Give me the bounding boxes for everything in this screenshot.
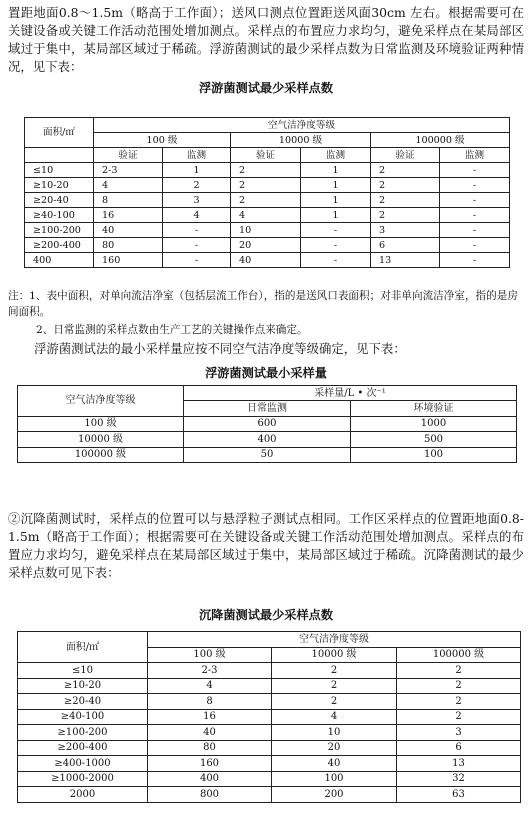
table-cell: - bbox=[440, 178, 510, 193]
row-label-cell: ≥20-40 bbox=[25, 193, 94, 208]
table1-title: 浮游菌测试最少采样点数 bbox=[198, 81, 334, 95]
row-label-cell: ≥200-400 bbox=[18, 740, 148, 756]
intro-paragraph: 置距地面0.8～1.5m（略高于工作面）；送风口测点位置距送风面30cm 左右。根据需要可在关键设备或关键工作活动范围处增加测点。采样点的布置应力求均匀，避免采样点在某局部区域过于集中，某局部区域过于稀疏。浮游菌测试的最少采样点数为日常监测及环境验证两种情况，见下表： bbox=[8, 5, 524, 74]
table-cell: 2 bbox=[272, 678, 397, 694]
table-cell: - bbox=[440, 193, 510, 208]
row-label-cell: ≥20-40 bbox=[18, 694, 148, 710]
table-cell: 40 bbox=[272, 756, 397, 772]
cleanliness-group-header: 空气洁净度等级 bbox=[94, 118, 510, 133]
table-row bbox=[18, 432, 517, 447]
class-header: 100000 级 bbox=[397, 647, 521, 663]
table-airborne-min-points bbox=[24, 117, 510, 268]
table-cell: 100 bbox=[351, 447, 517, 462]
table-cell: 2 bbox=[272, 663, 397, 679]
table-cell: 20 bbox=[272, 740, 397, 756]
table-cell: 2 bbox=[371, 193, 440, 208]
table-cell: 2 bbox=[397, 678, 521, 694]
row-label-cell: ≤10 bbox=[18, 663, 148, 679]
table-cell: 4 bbox=[148, 678, 272, 694]
table-cell: - bbox=[440, 223, 510, 238]
table-cell: 2 bbox=[272, 694, 397, 710]
table-cell: - bbox=[301, 238, 371, 253]
table-cell: 50 bbox=[184, 447, 351, 462]
table-row bbox=[18, 447, 517, 462]
row-label-cell: ≥10-20 bbox=[25, 178, 94, 193]
table-cell: 20 bbox=[231, 238, 301, 253]
table-cell: 3 bbox=[371, 223, 440, 238]
table-row bbox=[18, 678, 521, 694]
row-label-cell: ≥400-1000 bbox=[18, 756, 148, 772]
row-label-cell: 100 级 bbox=[18, 416, 184, 431]
table-cell: - bbox=[301, 223, 371, 238]
table-cell: 400 bbox=[148, 771, 272, 787]
table-cell: 2-3 bbox=[148, 663, 272, 679]
table-cell: 2 bbox=[231, 163, 301, 178]
table-cell: 1000 bbox=[351, 416, 517, 431]
class-header: 100000 级 bbox=[371, 133, 510, 148]
paragraph-2: 浮游菌测试法的最小采样量应按不同空气洁净度等级确定，见下表： bbox=[34, 341, 406, 356]
table-row bbox=[18, 787, 521, 803]
table-cell: 10 bbox=[272, 725, 397, 741]
class-header: 100 级 bbox=[148, 647, 272, 663]
table-row bbox=[25, 163, 510, 178]
note-1: 注：1、表中面积，对单向流洁净室（包括层流工作台），指的是送风口表面积；对非单向流洁净室，指的是房间面积。 bbox=[8, 290, 518, 318]
table-cell: 63 bbox=[397, 787, 521, 803]
table-row bbox=[18, 725, 521, 741]
cleanliness-group-header: 空气洁净度等级 bbox=[148, 632, 521, 648]
table-cell: - bbox=[440, 253, 510, 268]
table-row bbox=[25, 193, 510, 208]
area-header: 面积/㎡ bbox=[18, 632, 148, 663]
table-cell: - bbox=[440, 163, 510, 178]
table-cell: 1 bbox=[163, 163, 231, 178]
table-cell: - bbox=[163, 223, 231, 238]
table-cell: 2 bbox=[397, 709, 521, 725]
row-label-cell: ≥10-20 bbox=[18, 678, 148, 694]
table-row bbox=[18, 416, 517, 431]
table-cell: 400 bbox=[184, 432, 351, 447]
row-label-cell: ≥40-100 bbox=[18, 709, 148, 725]
sub-header: 监测 bbox=[301, 148, 371, 163]
table-cell: 40 bbox=[231, 253, 301, 268]
table-row bbox=[25, 178, 510, 193]
table-cell: 32 bbox=[397, 771, 521, 787]
table-cell: 40 bbox=[94, 223, 163, 238]
sub-header: 监测 bbox=[163, 148, 231, 163]
table-cell: 2 bbox=[397, 694, 521, 710]
sub-header: 验证 bbox=[231, 148, 301, 163]
row-label-cell: ≥40-100 bbox=[25, 208, 94, 223]
table-row bbox=[18, 694, 521, 710]
table-cell: 80 bbox=[94, 238, 163, 253]
table-cell: - bbox=[301, 253, 371, 268]
table-cell: 2 bbox=[163, 178, 231, 193]
table-cell: 6 bbox=[371, 238, 440, 253]
area-header: 面积/㎡ bbox=[25, 118, 94, 148]
table-cell: 4 bbox=[94, 178, 163, 193]
row-label-cell: ≥100-200 bbox=[18, 725, 148, 741]
table-row bbox=[25, 238, 510, 253]
row-label-cell: ≥200-400 bbox=[25, 238, 94, 253]
sub-header: 监测 bbox=[440, 148, 510, 163]
table-cell: 2 bbox=[371, 208, 440, 223]
table-cell: 4 bbox=[163, 208, 231, 223]
table-cell: 2 bbox=[371, 178, 440, 193]
table2-title: 浮游菌测试最小采样量 bbox=[205, 366, 327, 380]
table-cell: 13 bbox=[397, 756, 521, 772]
table3-title: 沉降菌测试最少采样点数 bbox=[198, 608, 334, 622]
table-cell: 4 bbox=[272, 709, 397, 725]
table-row bbox=[25, 253, 510, 268]
table-cell: - bbox=[163, 253, 231, 268]
table-row bbox=[18, 771, 521, 787]
table-cell: 2-3 bbox=[94, 163, 163, 178]
table-cell: 2 bbox=[231, 193, 301, 208]
table-row bbox=[18, 756, 521, 772]
table-cell: 3 bbox=[163, 193, 231, 208]
table-cell: 3 bbox=[397, 725, 521, 741]
row-label-cell: ≥100-200 bbox=[25, 223, 94, 238]
row-label-cell: 10000 级 bbox=[18, 432, 184, 447]
table-cell: - bbox=[440, 208, 510, 223]
table-cell: 1 bbox=[301, 178, 371, 193]
row-label-cell: ≥1000-2000 bbox=[18, 771, 148, 787]
table-cell: 2 bbox=[231, 178, 301, 193]
table-row bbox=[18, 740, 521, 756]
table-cell: 1 bbox=[301, 208, 371, 223]
table-cell: 500 bbox=[351, 432, 517, 447]
sub-header: 日常监测 bbox=[184, 401, 351, 416]
volume-header: 采样量/L • 次⁻¹ bbox=[184, 386, 517, 401]
table-cell: 600 bbox=[184, 416, 351, 431]
table-row bbox=[25, 208, 510, 223]
table-row bbox=[25, 223, 510, 238]
table-cell: - bbox=[163, 238, 231, 253]
table-cell: 6 bbox=[397, 740, 521, 756]
table-cell: 1 bbox=[301, 163, 371, 178]
row-label-cell: 100000 级 bbox=[18, 447, 184, 462]
note-2: 2、日常监测的采样点数由生产工艺的关键操作点来确定。 bbox=[36, 324, 308, 336]
table-cell: - bbox=[440, 238, 510, 253]
table-cell: 2 bbox=[397, 663, 521, 679]
row-label-cell: 400 bbox=[25, 253, 94, 268]
class-header: 10000 级 bbox=[272, 647, 397, 663]
table-cell: 8 bbox=[148, 694, 272, 710]
grade-header: 空气洁净度等级 bbox=[18, 386, 184, 417]
sub-header: 验证 bbox=[94, 148, 163, 163]
sub-header: 验证 bbox=[371, 148, 440, 163]
table-row bbox=[18, 663, 521, 679]
row-label-cell: 2000 bbox=[18, 787, 148, 803]
table-cell: 10 bbox=[231, 223, 301, 238]
table-cell: 13 bbox=[371, 253, 440, 268]
paragraph-3: ②沉降菌测试时，采样点的位置可以与悬浮粒子测试点相同。工作区采样点的位置距地面0.8-1.5m（略高于工作面）；根据需要可在关键设备或关键工作活动范围处增加测点。采样点的布置应力求均匀，避免采样点在某局部区域过于集中，某局部区域过于稀疏。沉降菌测试的最少采样点数可见下表： bbox=[8, 511, 524, 580]
class-header: 10000 级 bbox=[231, 133, 371, 148]
table-cell: 100 bbox=[272, 771, 397, 787]
class-header: 100 级 bbox=[94, 133, 231, 148]
sub-header: 环境验证 bbox=[351, 401, 517, 416]
table-cell: 160 bbox=[94, 253, 163, 268]
table-cell: 40 bbox=[148, 725, 272, 741]
table-settling-min-points bbox=[17, 631, 521, 803]
table-cell: 80 bbox=[148, 740, 272, 756]
table-cell: 16 bbox=[148, 709, 272, 725]
table-airborne-min-volume bbox=[17, 385, 517, 463]
table-cell: 8 bbox=[94, 193, 163, 208]
table-row bbox=[18, 709, 521, 725]
empty-header bbox=[25, 148, 94, 163]
table-cell: 200 bbox=[272, 787, 397, 803]
table-cell: 4 bbox=[231, 208, 301, 223]
row-label-cell: ≤10 bbox=[25, 163, 94, 178]
table-cell: 16 bbox=[94, 208, 163, 223]
table-cell: 160 bbox=[148, 756, 272, 772]
table-cell: 800 bbox=[148, 787, 272, 803]
table-cell: 1 bbox=[301, 193, 371, 208]
table-cell: 2 bbox=[371, 163, 440, 178]
